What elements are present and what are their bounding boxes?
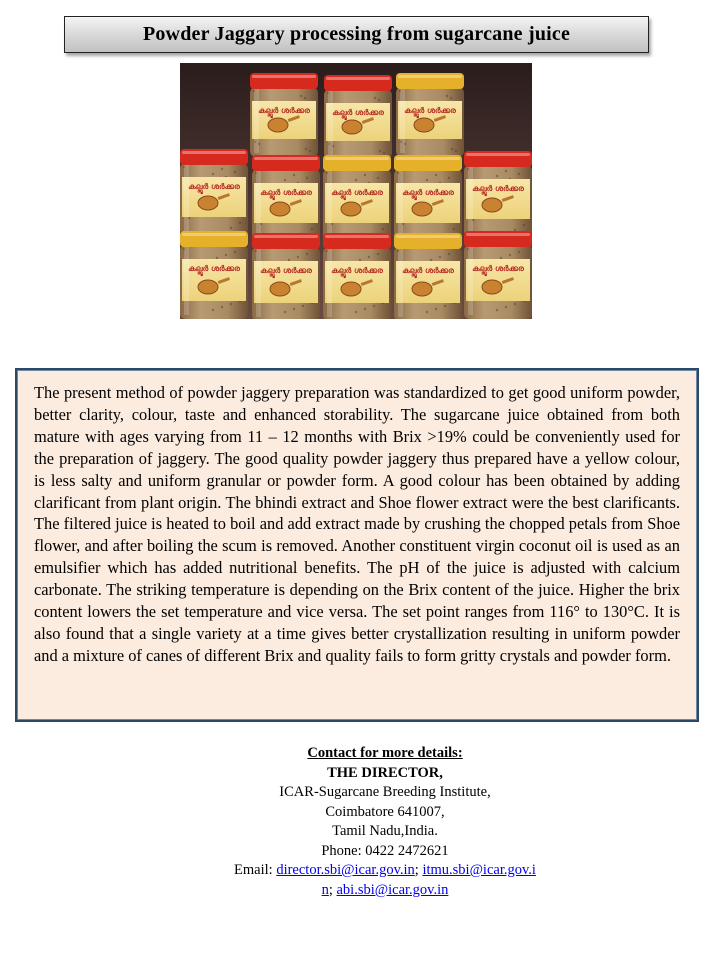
svg-text:കല്ലൂർ ശർക്കര: കല്ലൂർ ശർക്കര [404, 106, 456, 115]
jaggery-jar [464, 151, 532, 237]
description-text: The present method of powder jaggery preparation was standardized to get good uniform powder, better clarity, colour, taste and enhanced storability. The sugarcane juice obtained from both mature with ages varying from 11 – 12 months with Brix >19% could be conveniently used for the preparation of jaggery. The good quality powder jaggery thus prepared have a yellow colour, is less salty and uniform granular or powder form. A good colour has been obtained by adding clarificant from plant origin. The bhindi extract and Shoe flower extract were the best clarificants. The filtered juice is heated to boil and add extract made by crushing the chopped petals from Shoe flower, and after boiling the scum is removed. Another constituent virgin coconut oil is used as an emulsifier which has added nutritional benefits. The pH of the juice is adjusted with calcium carbonate. The striking temperature is depending on the Brix content of the juice. Higher the brix content lowers the set temperature and vice versa. The set point ranges from 116° to 130°C. It is also found that a single variety at a time gives better crystallization resulting in uniform powder and a mixture of canes of different Brix and quality fails to form gritty crystals and powder form. [34, 383, 680, 665]
svg-text:കല്ലൂർ ശർക്കര: കല്ലൂർ ശർക്കര [260, 266, 312, 275]
jaggery-jar [180, 231, 248, 319]
contact-state: Tamil Nadu,India. [332, 823, 438, 839]
contact-director: THE DIRECTOR, [327, 764, 443, 781]
contact-block [200, 744, 570, 900]
contact-phone: Phone: 0422 2472621 [321, 842, 449, 859]
svg-text:കല്ലൂർ ശർക്കര: കല്ലൂർ ശർക്കര [260, 188, 312, 197]
svg-text:കല്ലൂർ ശർക്കര: കല്ലൂർ ശർക്കര [188, 182, 240, 191]
jaggery-jar [250, 73, 318, 157]
jaggery-jar [324, 75, 392, 159]
jaggery-jar [323, 233, 391, 319]
jaggery-jars-photo [180, 63, 532, 319]
page-title [64, 16, 649, 53]
description-panel [15, 368, 699, 722]
email-link-itmu-continued[interactable]: n [321, 881, 329, 898]
email-label: Email: [234, 862, 277, 878]
contact-email-row [200, 861, 570, 881]
svg-text:കല്ലൂർ ശർക്കര: കല്ലൂർ ശർക്കര [332, 108, 384, 117]
jaggery-jar [252, 155, 320, 241]
jaggery-jar [323, 155, 391, 241]
jaggery-jar [252, 233, 320, 319]
svg-text:കല്ലൂർ ശർക്കര: കല്ലൂർ ശർക്കര [402, 188, 454, 197]
jaggery-jar [394, 233, 462, 319]
jaggery-jar [464, 231, 532, 319]
email-link-abi[interactable]: abi.sbi@icar.gov.in [336, 881, 449, 898]
email-separator: ; [414, 862, 419, 878]
jaggery-jar [180, 149, 248, 235]
contact-email-row-2 [200, 881, 570, 901]
jaggery-jar [394, 155, 462, 241]
svg-text:കല്ലൂർ ശർക്കര: കല്ലൂർ ശർക്കര [331, 188, 383, 197]
contact-institute: ICAR-Sugarcane Breeding Institute, [279, 784, 491, 800]
jaggery-jar [396, 73, 464, 157]
svg-text:കല്ലൂർ ശർക്കര: കല്ലൂർ ശർക്കര [258, 106, 310, 115]
email-link-director[interactable]: director.sbi@icar.gov.in [276, 862, 415, 878]
email-link-itmu[interactable]: itmu.sbi@icar.gov.i [422, 862, 536, 878]
contact-heading: Contact for more details: [307, 745, 463, 761]
svg-text:കല്ലൂർ ശർക്കര: കല്ലൂർ ശർക്കര [402, 266, 454, 275]
svg-text:കല്ലൂർ ശർക്കര: കല്ലൂർ ശർക്കര [188, 264, 240, 273]
svg-text:കല്ലൂർ ശർക്കര: കല്ലൂർ ശർക്കര [472, 184, 524, 193]
page-title-text: Powder Jaggary processing from sugarcane juice [142, 23, 571, 45]
svg-text:കല്ലൂർ ശർക്കര: കല്ലൂർ ശർക്കര [472, 264, 524, 273]
email-separator: ; [328, 881, 333, 898]
svg-text:കല്ലൂർ ശർക്കര: കല്ലൂർ ശർക്കര [331, 266, 383, 275]
contact-city: Coimbatore 641007, [325, 803, 445, 820]
